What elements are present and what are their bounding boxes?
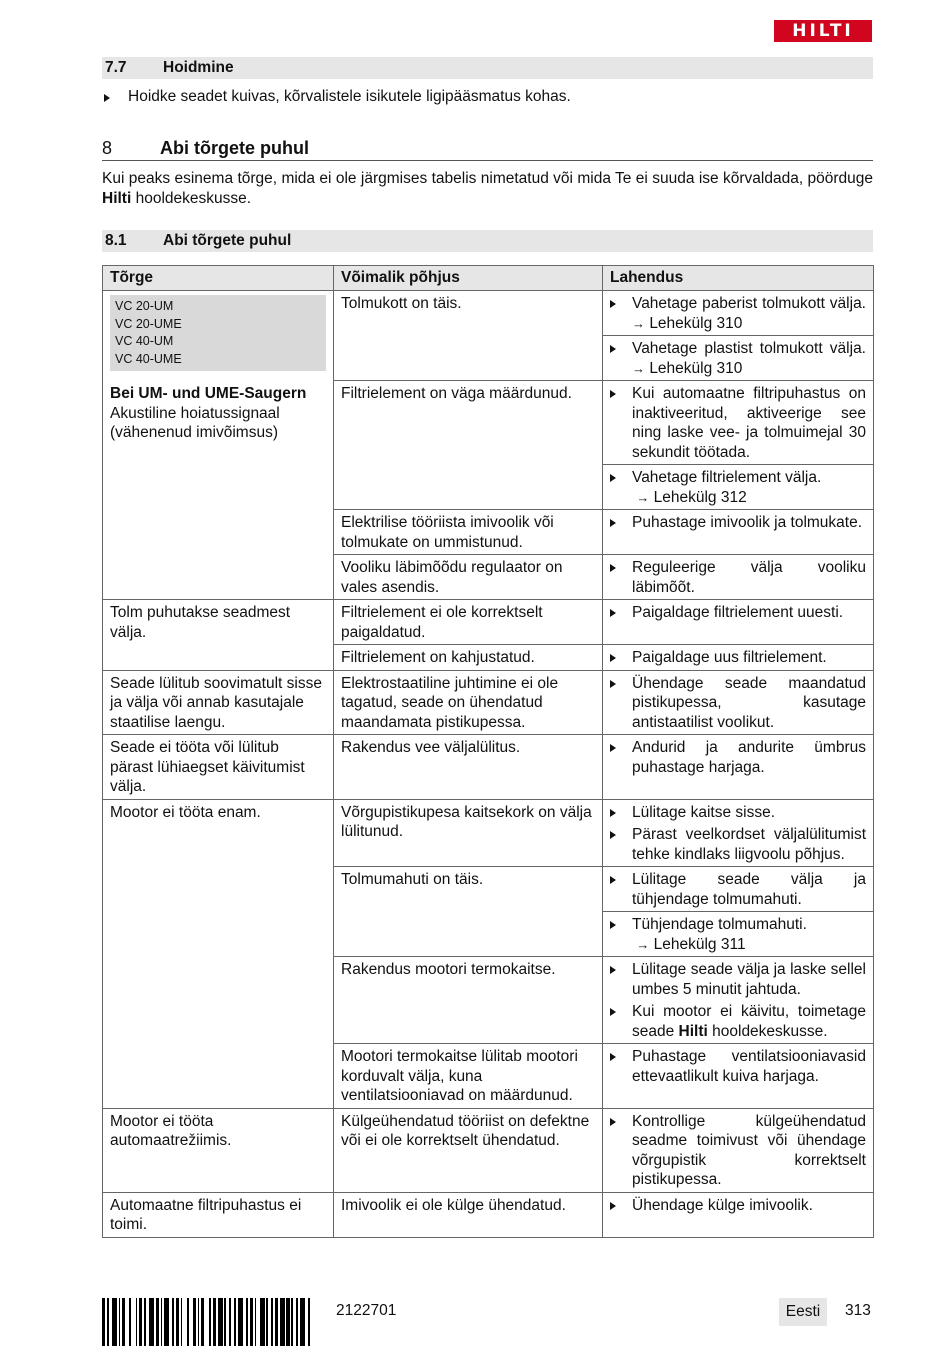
bullet-icon bbox=[610, 345, 616, 353]
cause-cell: Filtrielement on kahjustatud. bbox=[334, 645, 603, 671]
header-solution: Lahendus bbox=[603, 266, 874, 291]
cause-cell: Filtrielement on väga määrdunud. bbox=[334, 381, 603, 510]
fault-cell: Seade lülitub soovimatult sisse ja välja või annab kasutajale staatilise laengu. bbox=[103, 670, 334, 735]
fault-title: Bei UM- und UME-Saugern bbox=[110, 385, 307, 402]
model-list: VC 20-UM VC 20-UME VC 40-UM VC 40-UME bbox=[110, 295, 326, 371]
header-cause: Võimalik põhjus bbox=[334, 266, 603, 291]
page-reference: Lehekülg 311 bbox=[653, 935, 746, 953]
cause-cell: Tolmumahuti on täis. bbox=[334, 867, 603, 957]
solution-cell: Puhastage imivoolik ja tolmukate. bbox=[603, 510, 874, 555]
table-header-row bbox=[103, 266, 874, 291]
solution-cell: Vahetage plastist tolmukott välja. → Lehekülg 310 bbox=[603, 336, 874, 381]
table-row bbox=[103, 291, 874, 336]
language-label: Eesti bbox=[779, 1298, 827, 1326]
brand-name: Hilti bbox=[102, 189, 132, 207]
bullet-icon bbox=[610, 1053, 616, 1061]
bullet-icon bbox=[610, 809, 616, 817]
bullet-icon bbox=[610, 390, 616, 398]
section-title: Abi tõrgete puhul bbox=[160, 137, 309, 158]
page-reference: Lehekülg 312 bbox=[653, 488, 747, 506]
cause-cell: Vooliku läbimõõdu regulaator on vales asendis. bbox=[334, 555, 603, 600]
bullet-icon bbox=[104, 94, 110, 102]
barcode-image bbox=[102, 1298, 312, 1346]
solution-cell: Ühendage külge imivoolik. bbox=[603, 1192, 874, 1237]
bullet-icon bbox=[610, 609, 616, 617]
fault-cell: Mootor ei tööta enam. bbox=[103, 799, 334, 1108]
arrow-right-icon: → bbox=[632, 315, 645, 331]
solution-cell: Reguleerige välja vooliku läbimõõt. bbox=[603, 555, 874, 600]
cause-cell: Rakendus mootori termokaitse. bbox=[334, 957, 603, 1044]
bullet-icon bbox=[610, 519, 616, 527]
table-row bbox=[103, 670, 874, 735]
cause-cell: Külgeühendatud tööriist on defektne või ei ole korrektselt ühendatud. bbox=[334, 1108, 603, 1192]
solution-cell: Vahetage paberist tolmukott välja. → Lehekülg 310 bbox=[603, 291, 874, 336]
section-title: Hoidmine bbox=[163, 59, 234, 76]
bullet-icon bbox=[610, 1202, 616, 1210]
table-row bbox=[103, 799, 874, 867]
solution-cell: Ühendage seade maandatud pistikupessa, kasutage antistaatilist voolikut. bbox=[603, 670, 874, 735]
arrow-right-icon: → bbox=[636, 936, 650, 952]
brand-name: Hilti bbox=[678, 1022, 708, 1040]
section-number: 8.1 bbox=[105, 232, 127, 249]
bullet-icon bbox=[610, 744, 616, 752]
cause-cell: Elektrostaatiline juhtimine ei ole tagatud, seade on ühendatud maandamata pistikupessa. bbox=[334, 670, 603, 735]
solution-cell: Lülitage kaitse sisse. Pärast veelkordset väljalülitumist tehke kindlaks liigvoolu põhjus. bbox=[603, 799, 874, 867]
fault-cell: Tolm puhutakse seadmest välja. bbox=[103, 600, 334, 671]
section-number: 8 bbox=[102, 137, 113, 158]
solution-cell: Andurid ja andurite ümbrus puhastage harjaga. bbox=[603, 735, 874, 800]
arrow-right-icon: → bbox=[632, 360, 645, 376]
bullet-icon bbox=[610, 876, 616, 884]
table-row bbox=[103, 735, 874, 800]
bullet-icon bbox=[610, 831, 616, 839]
cause-cell: Võrgupistikupesa kaitsekork on välja lülitunud. bbox=[334, 799, 603, 867]
cause-cell: Rakendus vee väljalülitus. bbox=[334, 735, 603, 800]
table-row bbox=[103, 600, 874, 645]
fault-cell: Mootor ei tööta automaatrežiimis. bbox=[103, 1108, 334, 1192]
bullet-icon bbox=[610, 474, 616, 482]
fault-text: Akustiline hoiatussignaal (vähenenud imivõimsus) bbox=[110, 404, 280, 441]
solution-cell: Vahetage filtrielement välja. → Lehekülg 312 bbox=[603, 465, 874, 510]
fault-cell: Automaatne filtripuhastus ei toimi. bbox=[103, 1192, 334, 1237]
bullet-icon bbox=[610, 921, 616, 929]
cause-cell: Tolmukott on täis. bbox=[334, 291, 603, 381]
section-number: 7.7 bbox=[105, 59, 127, 76]
solution-cell: Tühjendage tolmumahuti. → Lehekülg 311 bbox=[603, 912, 874, 957]
bullet-icon bbox=[610, 300, 616, 308]
document-number: 2122701 bbox=[336, 1302, 397, 1319]
solution-cell: Puhastage ventilatsiooniavasid ettevaatlikult kuiva harjaga. bbox=[603, 1044, 874, 1109]
solution-cell: Lülitage seade välja ja tühjendage tolmumahuti. bbox=[603, 867, 874, 912]
solution-cell: Paigaldage uus filtrielement. bbox=[603, 645, 874, 671]
bullet-icon bbox=[610, 1008, 616, 1016]
table-row bbox=[103, 1108, 874, 1192]
header-fault: Tõrge bbox=[103, 266, 334, 291]
bullet-icon bbox=[610, 654, 616, 662]
instruction-text: Hoidke seadet kuivas, kõrvalistele isikutele ligipääsmatus kohas. bbox=[128, 88, 571, 105]
solution-cell: Kui automaatne filtripuhastus on inaktiveeritud, aktiveerige see ning laske vee- ja tolmuimejal 30 sekundit töötada. bbox=[603, 381, 874, 465]
section-8-1-heading bbox=[102, 230, 873, 252]
section-8-heading bbox=[102, 136, 873, 161]
page-reference: Lehekülg 310 bbox=[649, 314, 743, 332]
cause-cell: Filtrielement ei ole korrektselt paigaldatud. bbox=[334, 600, 603, 645]
cause-cell: Imivoolik ei ole külge ühendatud. bbox=[334, 1192, 603, 1237]
cause-cell: Elektrilise tööriista imivoolik või tolmukate on ummistunud. bbox=[334, 510, 603, 555]
table-row bbox=[103, 1192, 874, 1237]
fault-cell bbox=[103, 291, 334, 600]
barcode-bar bbox=[310, 1298, 312, 1346]
storage-instruction bbox=[102, 88, 571, 106]
cause-cell: Mootori termokaitse lülitab mootori korduvalt välja, kuna ventilatsiooniavad on määrdunud. bbox=[334, 1044, 603, 1109]
arrow-right-icon: → bbox=[636, 489, 650, 505]
solution-cell: Kontrollige külgeühendatud seadme toimivust või ühendage võrgupistik korrektselt pistikupessa. bbox=[603, 1108, 874, 1192]
bullet-icon bbox=[610, 680, 616, 688]
bullet-icon bbox=[610, 564, 616, 572]
hilti-logo: HILTI bbox=[774, 20, 872, 42]
solution-cell: Paigaldage filtrielement uuesti. bbox=[603, 600, 874, 645]
section-title: Abi tõrgete puhul bbox=[163, 232, 292, 249]
troubleshooting-table bbox=[102, 265, 874, 1238]
page-number: 313 bbox=[845, 1302, 871, 1319]
bullet-icon bbox=[610, 1118, 616, 1126]
fault-cell: Seade ei tööta või lülitub pärast lühiaegset käivitumist välja. bbox=[103, 735, 334, 800]
page-reference: Lehekülg 310 bbox=[649, 359, 743, 377]
solution-cell: Lülitage seade välja ja laske sellel umbes 5 minutit jahtuda. Kui mootor ei käivitu, toimetage seade Hilti hooldekeskusse. bbox=[603, 957, 874, 1044]
section-intro: Kui peaks esinema tõrge, mida ei ole järgmises tabelis nimetatud või mida Te ei suuda ise kõrvaldada, pöörduge Hilti hooldekeskusse. bbox=[102, 170, 873, 207]
section-7-7-heading bbox=[102, 57, 873, 79]
bullet-icon bbox=[610, 966, 616, 974]
